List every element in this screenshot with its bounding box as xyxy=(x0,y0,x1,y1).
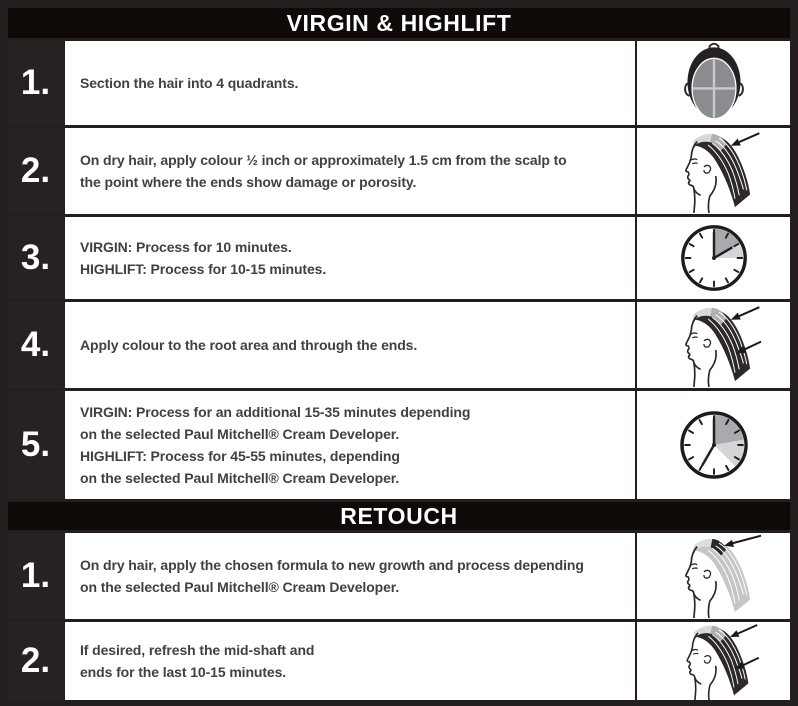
step-instruction xyxy=(65,533,635,619)
step-illustration xyxy=(637,622,790,700)
instruction-line: on the selected Paul Mitchell® Cream Developer. xyxy=(80,470,400,486)
instruction-line: on the selected Paul Mitchell® Cream Developer. xyxy=(80,579,400,595)
clock-10-15-minutes-icon xyxy=(676,220,752,296)
step-illustration xyxy=(637,302,790,388)
step-number xyxy=(8,41,63,125)
step-number xyxy=(8,217,63,299)
step-number xyxy=(8,128,63,214)
instruction-line: ends for the last 10-15 minutes. xyxy=(80,664,287,680)
step-instruction xyxy=(65,217,635,299)
clock-15-55-minutes-icon xyxy=(675,406,753,484)
instruction-line: on the selected Paul Mitchell® Cream Developer. xyxy=(80,426,400,442)
step-illustration xyxy=(637,533,790,619)
step-number-label: 5. xyxy=(20,425,51,464)
step-instruction xyxy=(65,128,635,214)
instruction-line: the point where the ends show damage or porosity. xyxy=(80,174,417,190)
section-title: VIRGIN & HIGHLIFT xyxy=(286,9,512,36)
step-number-label: 2. xyxy=(20,641,51,680)
step-number-label: 1. xyxy=(20,556,51,595)
instruction-line: On dry hair, apply colour ½ inch or approximately 1.5 cm from the scalp to xyxy=(80,152,567,168)
head-profile-one-arrow-icon xyxy=(648,129,780,213)
head-quadrants-icon xyxy=(682,41,746,125)
head-profile-two-arrows-icon xyxy=(648,303,780,387)
instruction-line: If desired, refresh the mid-shaft and xyxy=(80,642,315,658)
step-instruction xyxy=(65,302,635,388)
instruction-line: VIRGIN: Process for 10 minutes. xyxy=(80,239,292,255)
instruction-line: HIGHLIFT: Process for 45-55 minutes, depending xyxy=(80,448,400,464)
step-instruction xyxy=(65,41,635,125)
step-illustration xyxy=(637,41,790,125)
step-illustration xyxy=(637,128,790,214)
instruction-line: Apply colour to the root area and through the ends. xyxy=(80,337,418,353)
step-number xyxy=(8,533,63,619)
step-instruction xyxy=(65,391,635,499)
instruction-line: On dry hair, apply the chosen formula to new growth and process depending xyxy=(80,557,584,573)
instruction-line: VIRGIN: Process for an additional 15-35 minutes depending xyxy=(80,404,471,420)
head-retouch-one-arrow-icon xyxy=(648,534,780,618)
step-instruction xyxy=(65,622,635,700)
step-number xyxy=(8,391,63,499)
section-header-virgin-highlift xyxy=(8,8,790,38)
section-title: RETOUCH xyxy=(340,502,458,529)
instruction-line: HIGHLIFT: Process for 10-15 minutes. xyxy=(80,261,327,277)
head-profile-two-arrows-icon xyxy=(648,622,780,700)
step-number xyxy=(8,302,63,388)
instruction-line: Section the hair into 4 quadrants. xyxy=(80,75,299,91)
step-illustration xyxy=(637,217,790,299)
step-number xyxy=(8,622,63,700)
step-illustration xyxy=(637,391,790,499)
step-number-label: 3. xyxy=(20,238,51,277)
step-number-label: 2. xyxy=(20,151,51,190)
step-number-label: 4. xyxy=(20,325,51,364)
section-header-retouch xyxy=(8,502,790,530)
step-number-label: 1. xyxy=(20,63,51,102)
